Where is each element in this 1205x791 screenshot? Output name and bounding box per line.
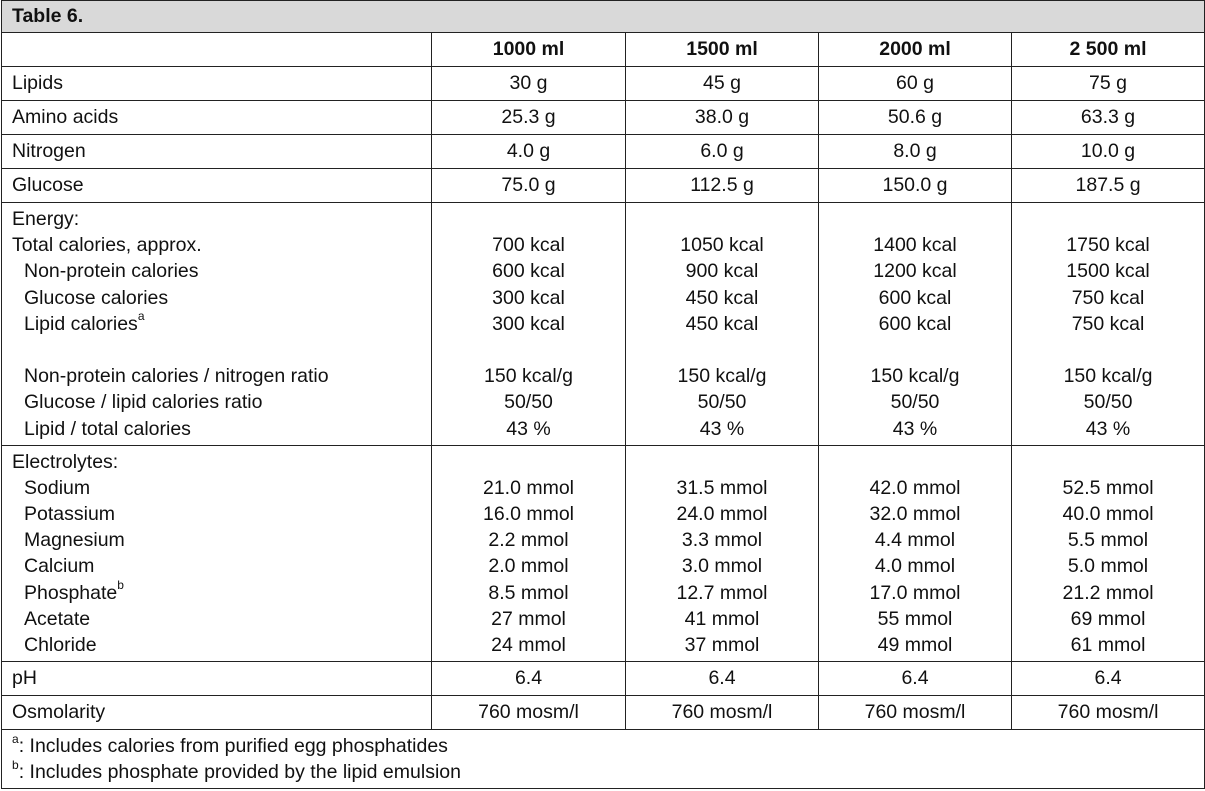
- block-values: [432, 445, 626, 662]
- title-row: [2, 1, 1205, 33]
- row-label: [12, 363, 421, 389]
- document: [1, 0, 1204, 790]
- footnote-mark: a: [12, 731, 19, 746]
- cell-value: 50/50: [697, 391, 747, 414]
- cell-value: 42.0 mmol: [869, 476, 961, 499]
- header-cell: 1500 ml: [626, 33, 819, 67]
- block-values: [1012, 445, 1205, 662]
- row-label-text: Total calories, approx.: [12, 234, 202, 257]
- cell-value: 3.3 mmol: [681, 529, 763, 552]
- cell-value: 38.0 g: [626, 101, 819, 135]
- cell-value: 1750 kcal: [1066, 234, 1150, 257]
- row-label: [12, 232, 421, 258]
- row-label-text: Glucose calories: [24, 286, 169, 309]
- cell-value: 1200 kcal: [873, 260, 957, 283]
- block-values: [432, 203, 626, 446]
- cell-value: 6.4: [1012, 662, 1205, 696]
- cell-value: 31.5 mmol: [676, 476, 768, 499]
- cell-value: 12.7 mmol: [676, 581, 768, 604]
- cell-value: 60 g: [819, 67, 1012, 101]
- row-label-text: Sodium: [24, 476, 91, 499]
- cell-value: 750 kcal: [1071, 286, 1145, 309]
- cell-value: 43 %: [1085, 417, 1131, 440]
- row-label: [12, 416, 421, 442]
- spacer: [1022, 337, 1194, 363]
- electrolytes-block: [2, 445, 1205, 662]
- spacer: [442, 337, 615, 363]
- footnotes: [2, 730, 1205, 789]
- cell-value: 8.5 mmol: [488, 581, 569, 604]
- table-row: [2, 135, 1205, 169]
- cell-value: 45 g: [626, 67, 819, 101]
- cell-value: 75 g: [1012, 67, 1205, 101]
- table-row: [2, 696, 1205, 730]
- footnote: [12, 759, 1194, 785]
- cell-value: 900 kcal: [685, 260, 759, 283]
- cell-value: 187.5 g: [1012, 169, 1205, 203]
- spacer: [636, 337, 808, 363]
- row-label: [12, 553, 421, 579]
- cell-value: 21.2 mmol: [1062, 581, 1154, 604]
- spacer: [442, 206, 615, 232]
- block-labels: [2, 445, 432, 662]
- table-row: [2, 662, 1205, 696]
- composition-table: [1, 0, 1205, 789]
- block-values: [626, 203, 819, 446]
- row-label: [12, 606, 421, 632]
- cell-value: 55 mmol: [877, 607, 953, 630]
- cell-value: 30 g: [432, 67, 626, 101]
- cell-value: 150.0 g: [819, 169, 1012, 203]
- footnotes-row: [2, 730, 1205, 789]
- footnote-text: : Includes calories from purified egg phosphatides: [18, 735, 448, 758]
- cell-value: 63.3 g: [1012, 101, 1205, 135]
- block-heading: Electrolytes:: [12, 450, 119, 473]
- row-label: [12, 311, 421, 337]
- cell-value: 760 mosm/l: [1012, 696, 1205, 730]
- row-label-text: Acetate: [24, 607, 91, 630]
- footnote-mark: b: [117, 578, 124, 593]
- cell-value: 760 mosm/l: [432, 696, 626, 730]
- spacer: [1022, 206, 1194, 232]
- cell-value: 40.0 mmol: [1062, 503, 1154, 526]
- cell-value: 41 mmol: [684, 607, 760, 630]
- cell-value: 43 %: [699, 417, 745, 440]
- header-cell: 2 500 ml: [1012, 33, 1205, 67]
- cell-value: 16.0 mmol: [482, 503, 575, 526]
- cell-value: 600 kcal: [878, 286, 952, 309]
- spacer: [829, 449, 1001, 475]
- cell-value: 6.4: [626, 662, 819, 696]
- row-label-text: Lipid calories: [24, 312, 138, 335]
- row-label: pH: [2, 662, 432, 696]
- block-values: [819, 203, 1012, 446]
- table-row: [2, 67, 1205, 101]
- cell-value: 450 kcal: [685, 312, 759, 335]
- cell-value: 52.5 mmol: [1062, 476, 1154, 499]
- row-label-text: Non-protein calories: [24, 260, 199, 283]
- spacer: [829, 337, 1001, 363]
- block-labels: [2, 203, 432, 446]
- table-row: [2, 169, 1205, 203]
- cell-value: 760 mosm/l: [819, 696, 1012, 730]
- cell-value: 112.5 g: [626, 169, 819, 203]
- cell-value: 10.0 g: [1012, 135, 1205, 169]
- cell-value: 50/50: [1083, 391, 1133, 414]
- cell-value: 1500 kcal: [1066, 260, 1150, 283]
- footnote-mark: a: [137, 309, 145, 324]
- row-label: [12, 258, 421, 284]
- cell-value: 300 kcal: [492, 312, 565, 335]
- block-values: [1012, 203, 1205, 446]
- cell-value: 24 mmol: [491, 634, 566, 656]
- row-label: Nitrogen: [2, 135, 432, 169]
- cell-value: 1050 kcal: [680, 234, 764, 257]
- footnote-text: : Includes phosphate provided by the lipid emulsion: [18, 761, 461, 784]
- row-label-text: Phosphate: [24, 581, 118, 604]
- row-label: [12, 580, 421, 606]
- header-row: [2, 33, 1205, 67]
- header-cell: 1000 ml: [432, 33, 626, 67]
- row-label: [12, 632, 421, 658]
- cell-value: 50.6 g: [819, 101, 1012, 135]
- cell-value: 150 kcal/g: [484, 365, 573, 388]
- table-title: Table 6.: [2, 1, 1205, 33]
- cell-value: 43 %: [892, 417, 938, 440]
- cell-value: 150 kcal/g: [677, 365, 767, 388]
- cell-value: 1400 kcal: [873, 234, 957, 257]
- row-label-text: Calcium: [24, 555, 95, 578]
- spacer: [12, 337, 421, 363]
- cell-value: 5.0 mmol: [1067, 555, 1149, 578]
- cell-value: 2.0 mmol: [488, 555, 569, 578]
- row-label: Lipids: [2, 67, 432, 101]
- row-label-text: Potassium: [24, 503, 116, 526]
- row-label: Amino acids: [2, 101, 432, 135]
- cell-value: 4.4 mmol: [874, 529, 956, 552]
- cell-value: 2.2 mmol: [488, 529, 569, 552]
- row-label: Osmolarity: [2, 696, 432, 730]
- cell-value: 750 kcal: [1071, 312, 1145, 335]
- cell-value: 6.4: [432, 662, 626, 696]
- block-values: [626, 445, 819, 662]
- cell-value: 61 mmol: [1070, 634, 1146, 656]
- cell-value: 600 kcal: [492, 260, 565, 283]
- table-row: [2, 101, 1205, 135]
- row-label: [12, 285, 421, 311]
- row-label-text: Magnesium: [24, 529, 125, 552]
- cell-value: 3.0 mmol: [681, 555, 763, 578]
- cell-value: 21.0 mmol: [482, 476, 575, 499]
- cell-value: 600 kcal: [878, 312, 952, 335]
- row-label-text: Non-protein calories / nitrogen ratio: [24, 365, 329, 388]
- spacer: [1022, 449, 1194, 475]
- cell-value: 300 kcal: [492, 286, 565, 309]
- cell-value: 24.0 mmol: [676, 503, 768, 526]
- energy-block: [2, 203, 1205, 446]
- cell-value: 4.0 mmol: [874, 555, 956, 578]
- spacer: [636, 449, 808, 475]
- cell-value: 69 mmol: [1070, 607, 1146, 630]
- row-label-text: Glucose / lipid calories ratio: [24, 391, 263, 414]
- row-label-text: Lipid / total calories: [24, 417, 191, 440]
- spacer: [636, 206, 808, 232]
- cell-value: 150 kcal/g: [1063, 365, 1153, 388]
- cell-value: 4.0 g: [432, 135, 626, 169]
- cell-value: 37 mmol: [684, 634, 760, 656]
- cell-value: 75.0 g: [432, 169, 626, 203]
- block-values: [819, 445, 1012, 662]
- spacer: [829, 206, 1001, 232]
- cell-value: 6.4: [819, 662, 1012, 696]
- cell-value: 49 mmol: [877, 634, 953, 656]
- row-label: Glucose: [2, 169, 432, 203]
- cell-value: 6.0 g: [626, 135, 819, 169]
- cell-value: 8.0 g: [819, 135, 1012, 169]
- cell-value: 760 mosm/l: [626, 696, 819, 730]
- cell-value: 17.0 mmol: [869, 581, 961, 604]
- row-label-text: Chloride: [24, 634, 97, 656]
- header-cell: 2000 ml: [819, 33, 1012, 67]
- cell-value: 450 kcal: [685, 286, 759, 309]
- cell-value: 700 kcal: [492, 234, 565, 257]
- row-label: [12, 475, 421, 501]
- cell-value: 32.0 mmol: [869, 503, 961, 526]
- header-cell-empty: [2, 33, 432, 67]
- block-heading: Energy:: [12, 208, 80, 230]
- cell-value: 50/50: [504, 391, 553, 414]
- footnote-mark: b: [12, 757, 19, 772]
- spacer: [442, 449, 615, 475]
- cell-value: 27 mmol: [491, 607, 566, 630]
- cell-value: 25.3 g: [432, 101, 626, 135]
- cell-value: 150 kcal/g: [870, 365, 960, 388]
- row-label: [12, 389, 421, 415]
- cell-value: 50/50: [890, 391, 940, 414]
- row-label: [12, 527, 421, 553]
- row-label: [12, 501, 421, 527]
- cell-value: 43 %: [506, 417, 551, 440]
- cell-value: 5.5 mmol: [1067, 529, 1149, 552]
- footnote: [12, 733, 1194, 759]
